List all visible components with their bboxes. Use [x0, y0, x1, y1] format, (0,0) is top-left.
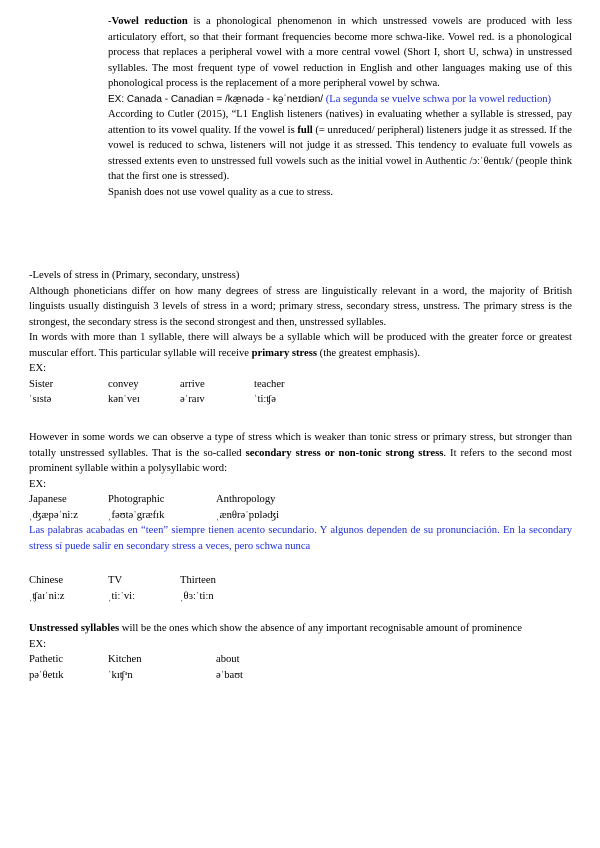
transcription: pəˈθetɪk [29, 669, 64, 681]
secondary-phon-row-2 [29, 589, 572, 605]
secondary-section [29, 430, 572, 554]
canada-example: EX: Canada - Canadian = /kæ̱nədə - kə̱ˈneɪdiən/ (La segunda se vuelve schwa por la vowel reduction) [108, 93, 552, 105]
vowel-reduction-term: Vowel reduction [111, 16, 188, 27]
secondary-paragraph: However in some words we can observe a type of stress which is weaker than tonic stress or primary stress, but stronger than totally unstressed syllables. That is the so-called secondary stress or non-tonic strong stress. It refers to the second most prominent syllable within a polysyllabic word: [29, 432, 572, 474]
vowel-reduction-section [108, 14, 572, 200]
levels-paragraph-1: Although phoneticians differ on how many degrees of stress are linguistically relevant in a word, the majority of British linguists usually distinguish 3 levels of stress in a word; primary stress, secondary stress, unstress. The primary stress is the strongest, the secondary stress is the second strongest and then, unstressed syllables. [29, 285, 572, 328]
word: Thirteen [180, 575, 216, 586]
word: Kitchen [108, 654, 142, 665]
teen-note: Las palabras acabadas en “teen” siempre tienen acento secundario. Y algunos dependen de su pronunciación. En la secondary stress sí puede salir en secondary stress a veces, pero schwa nunca [29, 525, 572, 552]
word: Anthropology [216, 494, 276, 505]
transcription: əˈraɪv [180, 394, 205, 405]
primary-phon-row [29, 392, 572, 408]
word: Sister [29, 378, 54, 390]
spanish-note: Spanish does not use vowel quality as a cue to stress. [108, 186, 334, 198]
secondary-ex-label: EX: [29, 478, 47, 490]
unstressed-paragraph: Unstressed syllables will be the ones which show the absence of any important recognisable amount of prominence [29, 623, 522, 634]
unstressed-section [29, 621, 572, 683]
transcription: ˌʧaɪˈniːz [29, 590, 65, 602]
transcription: ˈtiːʧə [254, 394, 276, 405]
unstressed-words-row [29, 652, 572, 668]
transcription: ˈsɪstə [29, 394, 52, 405]
levels-ex-label: EX: [29, 363, 47, 374]
vowel-reduction-definition: -Vowel reduction is a phonological phenomenon in which unstressed vowels are produced with less articulatory effort, so that their formant frequencies become more schwa-like. Vowel red. is a phonological process that replaces a peripheral vowel with a more central vowel (Short I, short U, schwa) in unstressed syllables. The most frequent type of vowel reduction in English and other languages making use of this phonological process is the replacement of a more peripheral vowel by schwa. [108, 16, 572, 89]
transcription: ˌfəʊtəˈgræfɪk [108, 509, 165, 521]
word: convey [108, 378, 139, 390]
transcription: əˈbaʊt [216, 669, 243, 681]
levels-paragraph-2: In words with more than 1 syllable, there will always be a syllable which will be produced with the greater force or greatest muscular effort. This particular syllable will receive primary stress (the greatest emphasis). [29, 332, 572, 359]
transcription: ˌtiːˈviː [108, 590, 136, 602]
word: Chinese [29, 575, 64, 586]
transcription: ˌænθrəˈpɒləʤi [216, 509, 280, 521]
word: arrive [180, 378, 205, 390]
word: about [216, 654, 240, 665]
primary-words-row [29, 377, 572, 393]
secondary-words-row-2 [29, 573, 572, 589]
word: Photographic [108, 494, 165, 505]
levels-section [29, 268, 572, 408]
transcription: kənˈveɪ [108, 394, 140, 405]
unstressed-ex-label: EX: [29, 638, 47, 650]
transcription: ˈkɪʧᵊn [108, 669, 133, 681]
word: Japanese [29, 494, 67, 505]
transcription: ˌθɜːˈtiːn [180, 590, 214, 602]
secondary-words-row [29, 492, 572, 508]
unstressed-phon-row [29, 668, 572, 684]
secondary-examples-2 [29, 573, 572, 604]
word: TV [108, 575, 123, 586]
word: teacher [254, 378, 285, 390]
word: Pathetic [29, 654, 64, 665]
cutler-paragraph: According to Cutler (2015), “L1 English listeners (natives) in evaluating whether a syllable is stressed, pay attention to its vowel quality. If the vowel is full (= unreduced/ peripheral) listeners judge it as stressed. If the vowel is reduced to schwa, listeners will not judge it as stressed. This tendency to evaluate full vowels as stressed extents even to unstressed full vowels such as the initial vowel in Authentic /ɔːˈθentɪk/ (people think that the first one is stressed). [108, 109, 572, 182]
levels-heading: -Levels of stress in (Primary, secondary, unstress) [29, 270, 240, 281]
example-note: (La segunda se vuelve schwa por la vowel reduction) [325, 93, 552, 105]
transcription: ˌʤæpəˈniːz [29, 509, 78, 521]
secondary-phon-row [29, 508, 572, 524]
